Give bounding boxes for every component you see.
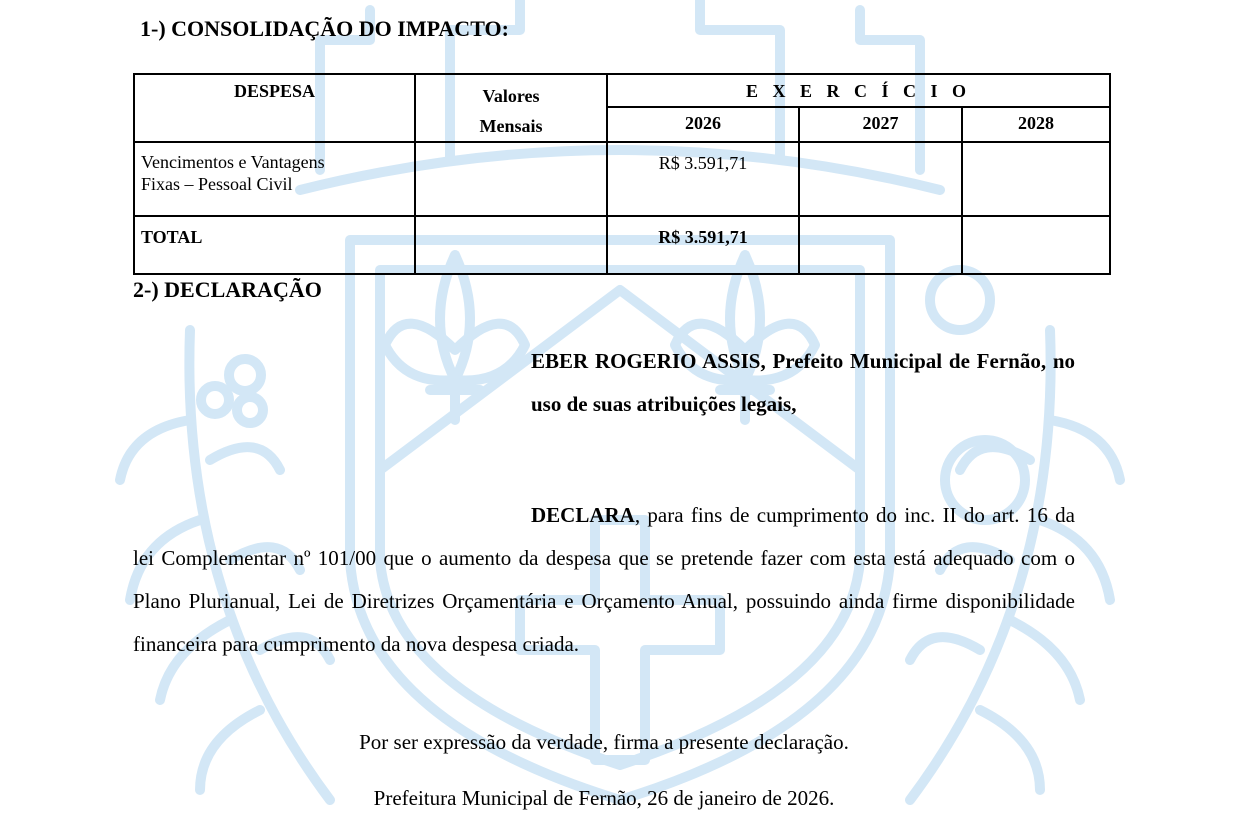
declaration-body <box>133 494 1075 666</box>
row-despesa-label <box>134 142 415 216</box>
total-value-2028 <box>962 216 1110 274</box>
row-label-line1: Vencimentos e Vantagens <box>141 152 325 172</box>
row-value-2027 <box>799 142 962 216</box>
declarant-attributions: Fernão, no uso de suas atribuições legais, <box>531 349 1076 416</box>
row-label-line2: Fixas – Pessoal Civil <box>141 174 293 194</box>
header-exercicio: E X E R C Í C I O <box>607 74 1110 107</box>
declarant-intro <box>531 340 1075 426</box>
header-valores-line2: Mensais <box>479 116 543 136</box>
declarant-name: EBER ROGERIO ASSIS <box>531 349 761 373</box>
row-value-2026: R$ 3.591,71 <box>607 142 799 216</box>
header-year-2027: 2027 <box>799 107 962 142</box>
section-title-consolidacao: 1-) CONSOLIDAÇÃO DO IMPACTO: <box>140 16 509 41</box>
header-valores-line1: Valores <box>482 86 540 106</box>
table-row <box>134 142 1110 216</box>
section-title-declaracao: 2-) DECLARAÇÃO <box>133 277 322 302</box>
header-valores-mensais <box>415 74 607 142</box>
header-year-2028: 2028 <box>962 107 1110 142</box>
total-valores-cell <box>415 216 607 274</box>
row-value-2028 <box>962 142 1110 216</box>
header-despesa: DESPESA <box>134 74 415 142</box>
total-value-2027 <box>799 216 962 274</box>
total-value-2026: R$ 3.591,71 <box>607 216 799 274</box>
table-row-total <box>134 216 1110 274</box>
header-year-2026: 2026 <box>607 107 799 142</box>
declaration-text: , para fins de cumprimento do inc. II do art. 16 da lei Complementar nº 101/00 que o aumento da despesa que se pretende fazer com esta está adequado com o Plano Plurianual, Lei de Diretrizes Orçamentária e Orçamento Anual, possuindo ainda firme disponibilidade financeira para cumprimento da nova despesa criada. <box>133 503 1075 656</box>
declara-keyword: DECLARA <box>531 503 635 527</box>
total-label: TOTAL <box>134 216 415 274</box>
declarant-title: , Prefeito Municipal de <box>760 349 970 373</box>
row-valores-cell <box>415 142 607 216</box>
place-and-date: Prefeitura Municipal de Fernão, 26 de janeiro de 2026. <box>373 786 835 810</box>
truth-statement: Por ser expressão da verdade, firma a presente declaração. <box>359 730 849 754</box>
impact-table <box>133 73 1111 275</box>
